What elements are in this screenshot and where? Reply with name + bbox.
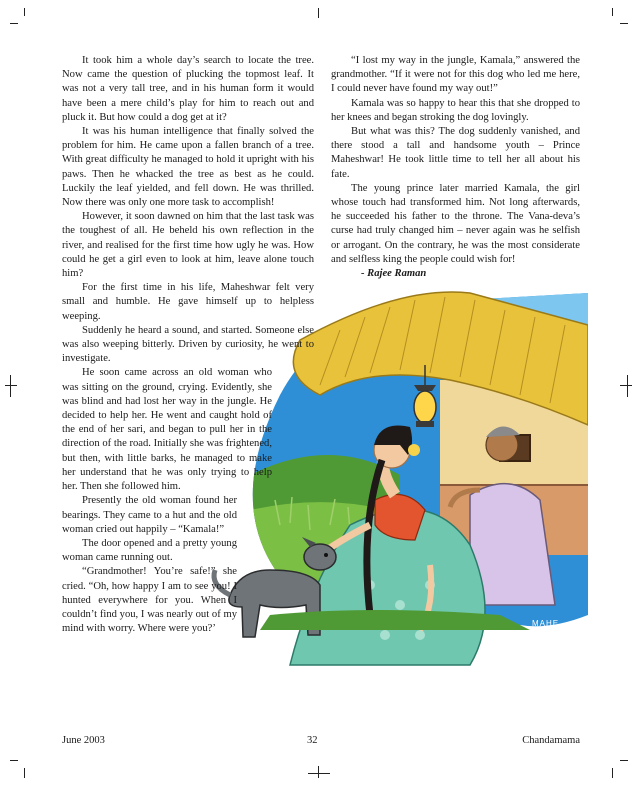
paragraph: The young prince later married Kamala, the girl whose touch had transformed him. Not long afterwards, he succeeded his father to the throne. The Vana-deva’s curse had truly changed him – never again was he selfish or arrogant. On the contrary, he was the most considerate and selfless king the people could wish for! — [331, 182, 580, 265]
paragraph: He soon came across an old woman who was sitting on the ground, crying. Evidently, she was blind and had lost her way in the jungle. He decided to help her. He went and caught hold of the end of her sari, and began to pull her in the direction of the road. Initially she was frightened, but then, with little barks, he managed to make her understand that he was only trying to help her. Then she followed him. — [62, 367, 272, 493]
crop-mark — [612, 768, 613, 778]
crop-mark — [620, 23, 628, 24]
crop-mark — [318, 766, 319, 778]
paragraph: However, it soon dawned on him that the last task was the toughest of all. He beheld his own reflection in the river, and realised for the first time how ugly he was. How could he get a girl even to look at him, leave alone touch him? — [62, 211, 314, 280]
crop-mark — [620, 385, 632, 386]
paragraph: It was his human intelligence that finally solved the problem for him. He came upon a fallen branch of a tree. With great difficulty he managed to hold it upright with his paws. Then he whacked the tree as best as he could. Luckily the leaf yielded, and fell down. He was thrilled. Now there was only one more task to accomplish! — [62, 126, 314, 209]
crop-mark — [24, 8, 25, 16]
paragraph: For the first time in his life, Maheshwar felt very small and humble. He gave himself up to helpless weeping. — [62, 282, 314, 322]
crop-mark — [5, 385, 17, 386]
paragraph: Suddenly he heard a sound, and started. Someone else was also weeping bitterly. Driven by curiosity, he went to investigate. — [62, 324, 314, 365]
crop-mark — [318, 8, 319, 18]
story-column-left — [62, 54, 314, 636]
magazine-name: Chandamama — [522, 735, 580, 746]
crop-mark — [10, 760, 18, 761]
story-column-right — [331, 54, 580, 281]
crop-mark — [627, 375, 628, 397]
crop-mark — [620, 760, 628, 761]
paragraph: It took him a whole day’s search to locate the tree. Now came the question of plucking the topmost leaf. It was not a very tall tree, and in his human form it would have been a mere child’s play for him to reach out and pluck it. But how could a dog get at it? — [62, 55, 314, 123]
paragraph: The door opened and a pretty young woman came running out. — [62, 537, 237, 564]
crop-mark — [10, 375, 11, 397]
footer-date: June 2003 — [62, 735, 105, 746]
paragraph: “Grandmother! You’re safe!” she cried. “Oh, how happy I am to see you! I hunted everywhere for you. When I couldn’t find you, I was nearly out of my mind with worry. Where were you?’ — [62, 566, 237, 635]
crop-mark — [612, 8, 613, 16]
paragraph: Presently the old woman found her bearings. They came to a hut and the old woman cried out happily – “Kamala!” — [62, 495, 237, 535]
paragraph: But what was this? The dog suddenly vanished, and there stood a tall and handsome youth – Prince Maheshwar! He took little time to tell her all about his fate. — [331, 126, 580, 180]
author-byline: - Rajee Raman — [361, 268, 427, 280]
crop-mark — [308, 773, 330, 774]
crop-mark — [10, 23, 18, 24]
paragraph: “I lost my way in the jungle, Kamala,” answered the grandmother. “If it were not for this dog who led me here, I could never have found my way out!” — [331, 55, 580, 95]
page-number: 32 — [307, 735, 318, 746]
crop-mark — [24, 768, 25, 778]
artist-signature: MAHE... — [532, 619, 569, 628]
paragraph: Kamala was so happy to hear this that she dropped to her knees and began stroking the dog lovingly. — [331, 97, 580, 123]
